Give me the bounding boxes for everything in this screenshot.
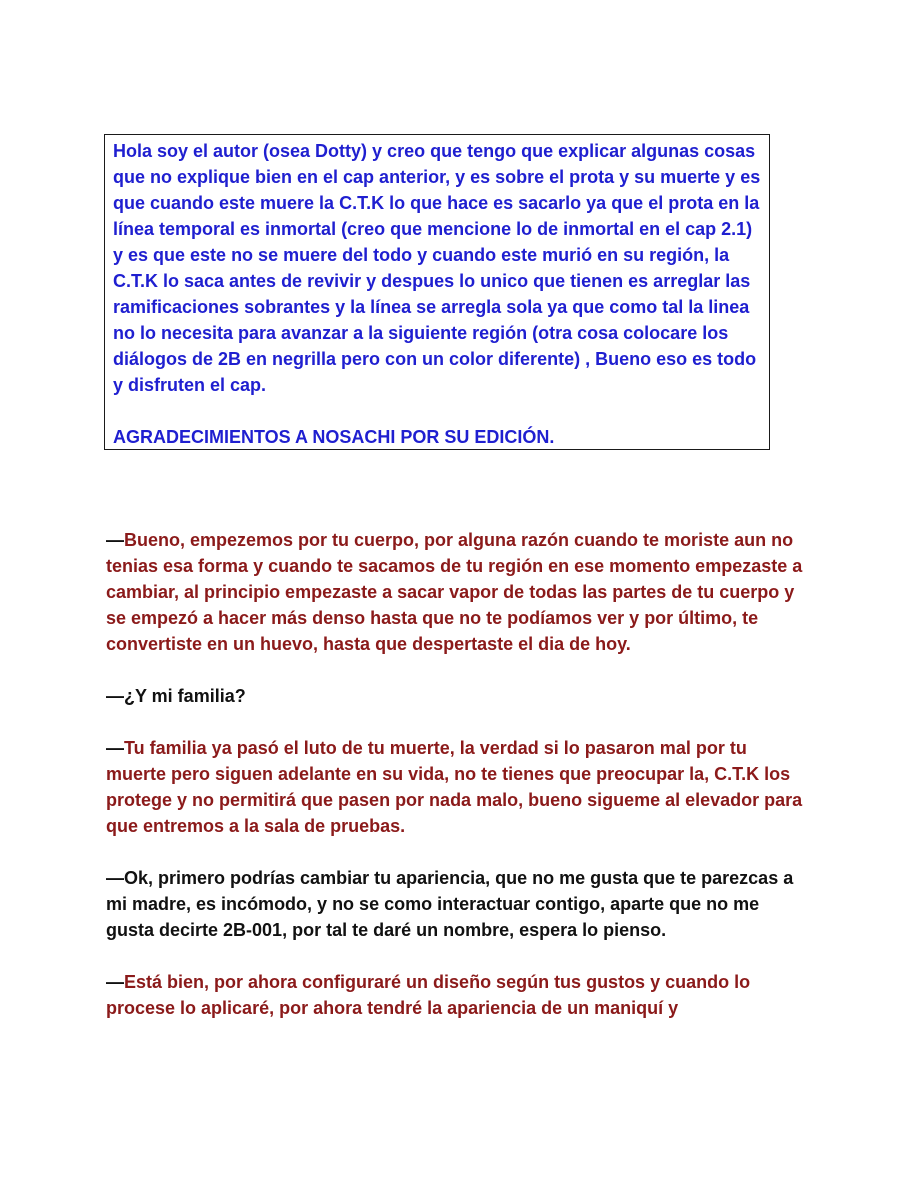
dialogue-text: ¿Y mi familia?	[124, 686, 246, 706]
dialogue-text: Tu familia ya pasó el luto de tu muerte, la verdad si lo pasaron mal por tu muerte pero siguen adelante en su vida, no te tienes que preocupar la, C.T.K los protege y no permitirá que pasen por nada malo, bueno sigueme al elevador para que entremos a la sala de pruebas.	[106, 738, 803, 836]
author-note-text: Hola soy el autor (osea Dotty) y creo que tengo que explicar algunas cosas que no explique bien en el cap anterior, y es sobre el prota y su muerte y es que cuando este muere la C.T.K lo que hace es sacarlo ya que el prota en la línea temporal es inmortal (creo que mencione lo de inmortal en el cap 2.1) y es que este no se muere del todo y cuando este murió en su región, la C.T.K lo saca antes de revivir y despues lo unico que tienen es arreglar las ramificaciones sobrantes y la línea se arregla sola ya que como tal la linea no lo necesita para avanzar a la siguiente región (otra cosa colocare los diálogos de 2B en negrilla pero con un color diferente) , Bueno eso es todo y disfruten el cap.	[113, 141, 761, 395]
em-dash: —	[106, 738, 124, 758]
em-dash: —	[106, 530, 124, 550]
story-content	[106, 527, 806, 1047]
author-note-thanks: AGRADECIMIENTOS A NOSACHI POR SU EDICIÓN.	[113, 427, 555, 447]
em-dash: —	[106, 686, 124, 706]
dialogue-line-protagonist	[106, 865, 806, 943]
note-spacer	[113, 398, 761, 424]
author-note-box	[104, 134, 770, 450]
dialogue-line-2b	[106, 735, 806, 839]
dialogue-text: Ok, primero podrías cambiar tu apariencia, que no me gusta que te parezcas a mi madre, es incómodo, y no se como interactuar contigo, aparte que no me gusta decirte 2B-001, por tal te daré un nombre, espera lo pienso.	[106, 868, 794, 940]
dialogue-text: Bueno, empezemos por tu cuerpo, por alguna razón cuando te moriste aun no tenias esa forma y cuando te sacamos de tu región en ese momento empezaste a cambiar, al principio empezaste a sacar vapor de todas las partes de tu cuerpo y se empezó a hacer más denso hasta que no te podíamos ver y por último, te convertiste en un huevo, hasta que despertaste el dia de hoy.	[106, 530, 803, 654]
em-dash: —	[106, 972, 124, 992]
dialogue-line-protagonist	[106, 683, 806, 709]
dialogue-line-2b	[106, 969, 806, 1021]
dialogue-line-2b	[106, 527, 806, 657]
dialogue-text: Está bien, por ahora configuraré un diseño según tus gustos y cuando lo procese lo aplicaré, por ahora tendré la apariencia de un maniquí y	[106, 972, 751, 1018]
em-dash: —	[106, 868, 124, 888]
